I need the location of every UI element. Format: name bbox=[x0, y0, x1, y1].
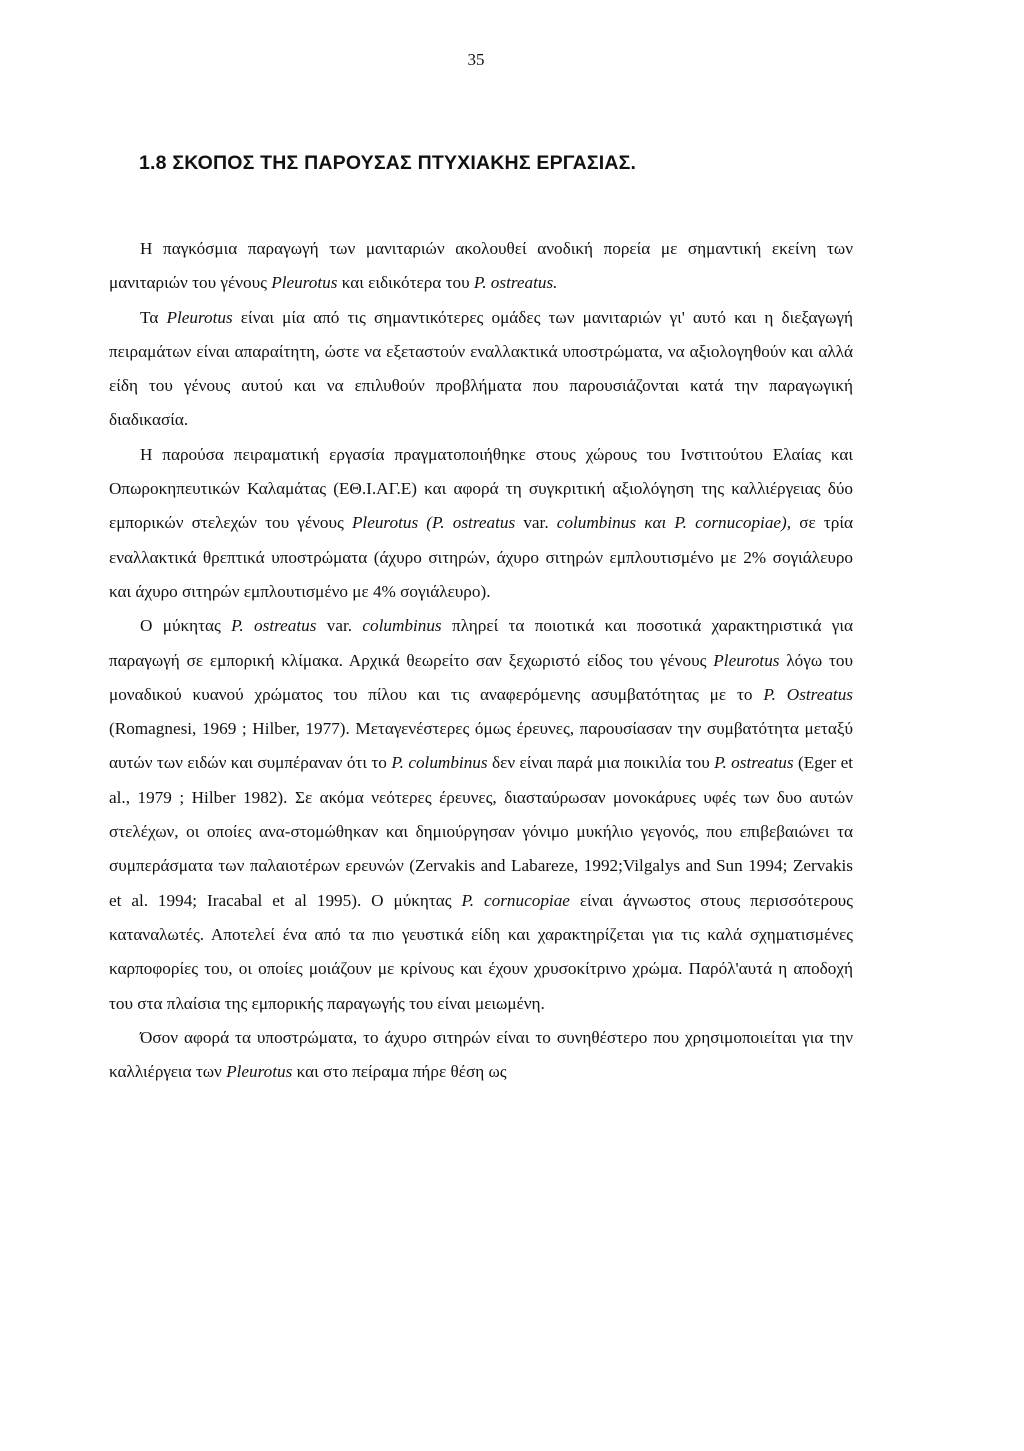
text-segment: είναι μία από τις σημαντικότερες ομάδες των μανιταριών γι' αυτό και η διεξαγωγή πειραμάτων είναι απαραίτητη, ώστε να εξεταστούν εναλλακτικά υποστρώματα, να αξιολογηθούν και αλλά είδη του γένους αυτού και να επιλυθούν προβλήματα που παρουσιάζονται κατά την παραγωγική διαδικασία. bbox=[109, 307, 853, 430]
page-number-text: 35 bbox=[467, 50, 485, 69]
italic-text: P. ostreatus bbox=[231, 616, 317, 636]
text-segment: πληρεί τα ποιοτικά και ποσοτικά χαρακτηριστικά για παραγωγή σε εμπορική κλίμακα. Αρχικά θεωρείτο σαν ξεχωριστό είδος του γένους bbox=[109, 616, 853, 670]
italic-text: P. cornucopiae bbox=[461, 890, 570, 910]
paragraph bbox=[109, 301, 853, 438]
italic-text: Pleurotus bbox=[226, 1062, 293, 1082]
paragraph bbox=[109, 609, 853, 1021]
text-segment: Όσον αφορά τα υποστρώματα, το άχυρο σιτηρών είναι το συνηθέστερο που χρησιμοποιείται για την καλλιέργεια των bbox=[109, 1027, 853, 1082]
text-segment: Ο μύκητας bbox=[140, 616, 232, 636]
page-number bbox=[0, 50, 1024, 70]
italic-text: P. columbinus bbox=[391, 753, 488, 773]
text-segment: λόγω του μοναδικού κυανού χρώματος του πίλου και τις αναφερόμενης ασυμβατότητας με το bbox=[109, 650, 853, 704]
paragraph bbox=[109, 438, 853, 609]
text-segment: και ειδικότερα του bbox=[337, 273, 474, 293]
text-segment: Τα bbox=[140, 307, 167, 327]
italic-text: Pleurotus bbox=[166, 307, 233, 327]
text-segment: Η παγκόσμια παραγωγή των μανιταριών ακολουθεί ανοδική πορεία με σημαντική εκείνη των μανιταριών του γένους bbox=[109, 239, 853, 293]
text-segment: και στο πείραμα πήρε θέση ως bbox=[292, 1062, 507, 1082]
paragraph bbox=[109, 232, 853, 301]
italic-text: P. Ostreatus bbox=[763, 684, 853, 704]
text-segment: var. bbox=[316, 616, 363, 636]
text-segment: Η παρούσα πειραματική εργασία πραγματοποιήθηκε στους χώρους του Ινστιτούτου Ελαίας και Οπωροκηπευτικών Καλαμάτας (ΕΘ.Ι.ΑΓ.Ε) και αφορά τη συγκριτική αξιολόγηση της καλλιέργειας δύο εμπορικών στελεχών του γένους bbox=[109, 444, 853, 533]
section-heading: 1.8 ΣΚΟΠΟΣ ΤΗΣ ΠΑΡΟΥΣΑΣ ΠΤΥΧΙΑΚΗΣ ΕΡΓΑΣΙΑΣ. bbox=[139, 152, 637, 174]
italic-text: columbinus και P. cornucopiae), bbox=[556, 513, 792, 533]
text-segment: var. bbox=[515, 513, 557, 533]
body-text bbox=[109, 232, 853, 1089]
text-segment: σε τρία εναλλακτικά θρεπτικά υποστρώματα (άχυρο σιτηρών, άχυρο σιτηρών εμπλουτισμένο με 2% σογιάλευρο και άχυρο σιτηρών εμπλουτισμένο με 4% σογιάλευρο). bbox=[109, 513, 853, 601]
italic-text: P. ostreatus. bbox=[473, 273, 558, 293]
text-segment: (Romagnesi, 1969 ; Hilber, 1977). Μεταγενέστερες όμως έρευνες, παρουσίασαν την συμβατότητα μεταξύ αυτών των ειδών και συμπέραναν ότι το bbox=[109, 719, 853, 773]
paragraph bbox=[109, 1021, 853, 1090]
italic-text: columbinus bbox=[362, 616, 442, 636]
text-segment: είναι άγνωστος στους περισσότερους καταναλωτές. Αποτελεί ένα από τα πιο γευστικά είδη και χαρακτηρίζεται για τις καλά σχηματισμένες καρποφορίες του, οι οποίες μοιάζουν με κρίνους και έχουν χρυσοκίτρινο χρώμα. Παρόλ'αυτά η αποδοχή του στα πλαίσια της εμπορικής παραγωγής του είναι μειωμένη. bbox=[109, 890, 853, 1013]
text-segment: (Eger et al., 1979 ; Hilber 1982). Σε ακόμα νεότερες έρευνες, διασταύρωσαν μονοκάρυες υφές των δυο αυτών στελέχων, οι οποίες ανα-στομώθηκαν και δημιούργησαν γόνιμο μυκήλιο γεγονός, που επιβεβαιώνει τα συμπεράσματα των παλαιοτέρων ερευνών (Zervakis and Labareze, 1992;Vilgalys and Sun 1994; Zervakis et al. 1994; Iracabal et al 1995). Ο μύκητας bbox=[109, 753, 854, 910]
italic-text: Pleurotus bbox=[271, 273, 338, 293]
italic-text: P. ostreatus bbox=[714, 753, 794, 773]
italic-text: Pleurotus bbox=[713, 650, 780, 670]
text-segment: δεν είναι παρά μια ποικιλία του bbox=[487, 753, 715, 773]
italic-text: Pleurotus (P. ostreatus bbox=[351, 513, 516, 533]
